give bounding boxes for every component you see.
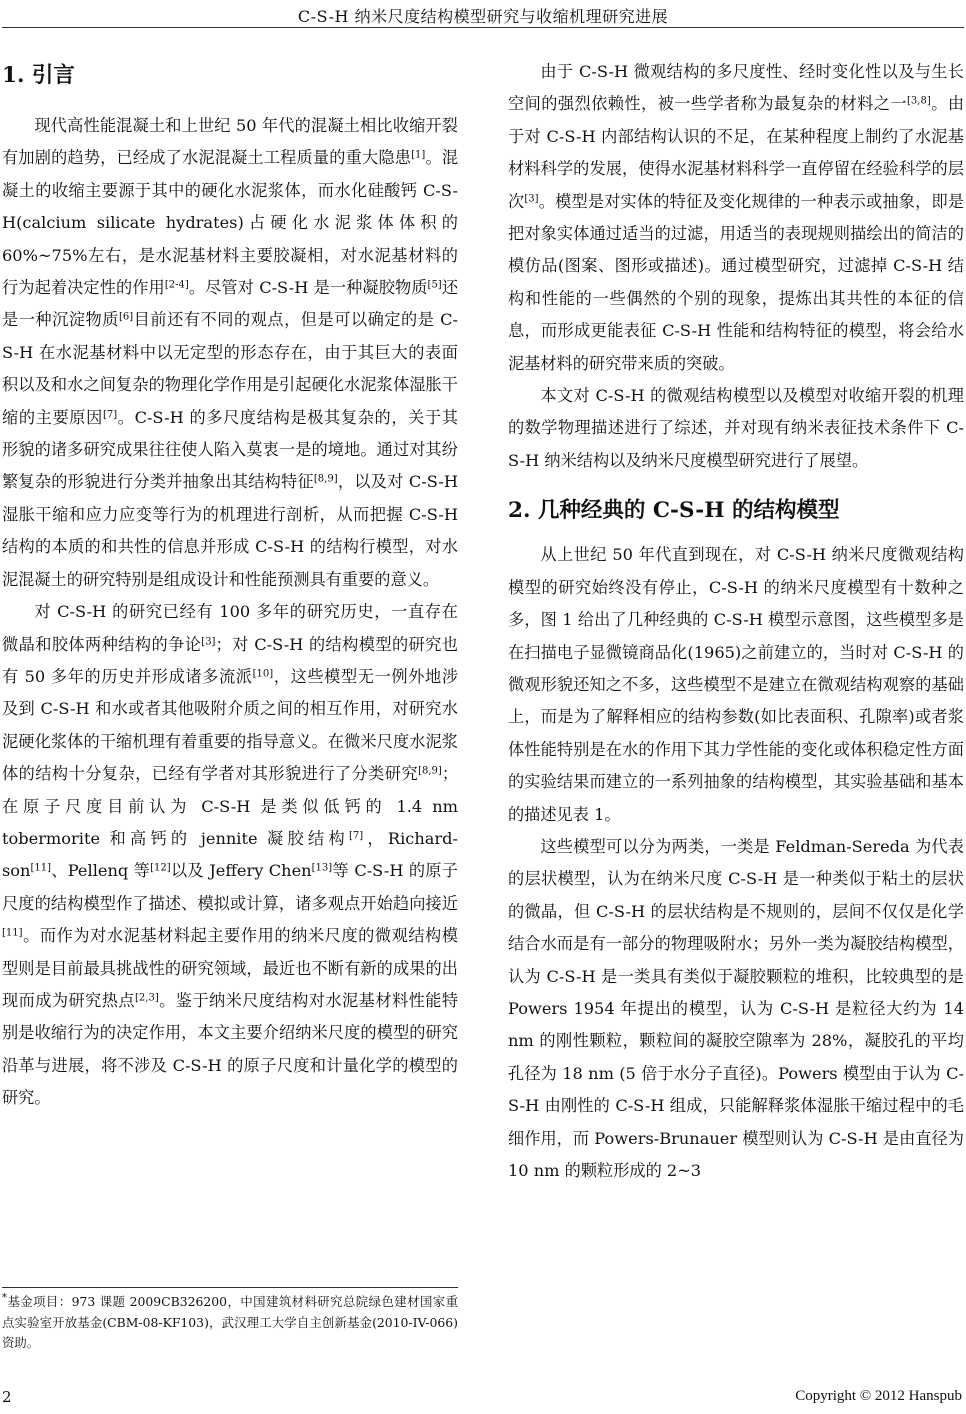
- paragraph: [2, 110, 458, 596]
- citation-ref: [3]: [201, 636, 216, 647]
- paragraph-text: 现代高性能混凝土和上世纪 50 年代的混凝土相比收缩开裂有加剧的趋势，已经成了水泥混凝土工程质量的重大隐患: [2, 116, 458, 168]
- paragraph-text: ，以及对 C-S-H 湿胀干缩和应力应变等行为的机理进行剖析，从而把握 C-S-H 结构的本质的和共性的信息并形成 C-S-H 的结构行模型，对水泥混凝土的研究特别是组成设计和性能预测具有重要的意义。: [2, 472, 458, 589]
- paragraph-text: ；在原子尺度目前认为 C-S-H 是类似低钙的 1.4 nm tobermorite 和高钙的 jennite 凝胶结构: [2, 764, 458, 848]
- paragraph-text: 从上世纪 50 年代直到现在，对 C-S-H 纳米尺度微观结构模型的研究始终没有停止，C-S-H 的纳米尺度模型有十数种之多，图 1 给出了几种经典的 C-S-H 模型示意图，这些模型多是在扫描电子显微镜商品化(1965)之前建立的，当时对 C-S-H 的微观形貌还知之不多，这些模型不是建立在微观结构观察的基础上，而是为了解释相应的结构参数(如比表面积、孔隙率)或者浆体性能特别是在水的作用下其力学性能的变化或体积稳定性方面的实验结果而建立的一系列抽象的结构模型，其实验基础和基本的描述见表 1。: [508, 545, 964, 824]
- paragraph-text: 。C-S-H 的多尺度结构是极其复杂的，关于其形貌的诸多研究成果往往使人陷入莫衷一是的境地。通过对其纷繁复杂的形貌进行分类并抽象出其结构特征: [2, 407, 458, 492]
- paragraph: [508, 539, 964, 831]
- footnote: [2, 1292, 458, 1354]
- citation-ref: [7]: [348, 830, 364, 842]
- citation-ref: [5]: [427, 279, 442, 291]
- section-heading-models: 2. 几种经典的 C-S-H 的结构模型: [508, 498, 840, 524]
- paragraph-text: 本文对 C-S-H 的微观结构模型以及模型对收缩开裂的机理的数学物理描述进行了综述，并对现有纳米表征技术条件下 C-S-H 纳米结构以及纳米尺度模型研究进行了展望。: [508, 386, 964, 470]
- paragraph: [508, 831, 964, 1187]
- paragraph-text: ；对 C-S-H 的结构模型的研究也有 50 多年的历史并形成诸多流派: [2, 634, 458, 686]
- paragraph-text: ，这些模型无一例外地涉及到 C-S-H 和水或者其他吸附介质之间的相互作用，对研究水泥硬化浆体的干缩机理有着重要的指导意义。在微米尺度水泥浆体的结构十分复杂，已经有学者对其形貌进行了分类研究: [2, 666, 459, 784]
- paragraph-text: 等 C-S-H 的原子尺度的结构模型作了描述、模拟或计算，诸多观点开始趋向接近: [2, 861, 458, 913]
- paragraph-text: 目前还有不同的观点，但是可以确定的是 C-S-H 在水泥基材料中以无定型的形态存在，由于其巨大的表面积以及和水之间复杂的物理化学作用是引起硬化水泥浆体湿胀干缩的主要原因: [2, 310, 459, 427]
- paragraph-text: 对 C-S-H 的研究已经有 100 多年的研究历史，一直存在微晶和胶体两种结构的争论: [2, 602, 458, 654]
- paragraph-text: 以及 Jeffery Chen: [170, 861, 312, 881]
- page-number: 2: [2, 1388, 12, 1406]
- running-header: C-S-H 纳米尺度结构模型研究与收缩机理研究进展: [297, 7, 669, 26]
- paragraph-text: 。鉴于纳米尺度结构对水泥基材料性能特别是收缩行为的决定作用，本文主要介绍纳米尺度的模型的研究沿革与进展，将不涉及 C-S-H 的原子尺度和计量化学的模型的研究。: [2, 990, 459, 1108]
- paragraph-text: 由于 C-S-H 微观结构的多尺度性、经时变化性以及与生长空间的强烈依赖性，被一些学者称为最复杂的材料之一: [508, 62, 964, 114]
- footnote-divider: [2, 1287, 458, 1288]
- paragraph-text: 这些模型可以分为两类，一类是 Feldman-Sereda 为代表的层状模型，认为在纳米尺度 C-S-H 是一种类似于粘土的层状的微晶，但 C-S-H 的层状结构是不规则的，层间不仅仅是化学结合水而是有一部分的物理吸附水；另外一类为凝胶结构模型，认为 C-S-H 是一类具有类似于凝胶颗粒的堆积，比较典型的是 Powers 1954 年提出的模型，认为 C-S-H 是粒径大约为 14 nm 的刚性颗粒，颗粒间的凝胶空隙率为 28%，凝胶孔的平均孔径为 18 nm (5 倍于水分子直径)。Powers 模型由于认为 C-S-H 由刚性的 C-S-H 组成，只能解释浆体湿胀干缩过程中的毛细作用，而 Powers-Brunauer 模型则认为 C-S-H 是由直径为 10 nm 的颗粒形成的 2~3: [508, 836, 964, 1180]
- citation-ref: [12]: [150, 862, 171, 874]
- paragraph-text: 、Pellenq 等: [51, 861, 151, 881]
- paragraph: [2, 596, 458, 1115]
- paragraph-text: 还是一种沉淀物质: [2, 278, 459, 330]
- citation-ref: [8,9]: [418, 765, 442, 777]
- section-heading-intro: 1. 引言: [2, 63, 75, 88]
- paragraph: [508, 380, 964, 477]
- citation-ref: [7]: [102, 409, 118, 421]
- citation-ref: [1]: [411, 149, 426, 161]
- copyright-notice: Copyright © 2012 Hanspub: [795, 1388, 962, 1404]
- paragraph-text: ，Richard-son: [2, 828, 458, 881]
- citation-ref: [2-4]: [164, 279, 189, 291]
- citation-ref: [3,8]: [907, 95, 931, 107]
- footnote-mark: *: [2, 1292, 7, 1304]
- paragraph-text: 。模型是对实体的特征及变化规律的一种表示或抽象，即是把对象实体通过适当的过滤，用适当的表现规则描绘出的简洁的模仿品(图案、图形或描述)。通过模型研究，过滤掉 C-S-H 结构和性能的一些偶然的个别的现象，提炼出其共性的本征的信息，而形成更能表征 C-S-H 性能和结构特征的模型，将会给水泥基材料的研究带来质的突破。: [508, 191, 965, 373]
- citation-ref: [8,9]: [313, 473, 338, 485]
- paragraph-text: 。尽管对 C-S-H 是一种凝胶物质: [188, 278, 428, 298]
- citation-ref: [3]: [524, 193, 539, 205]
- left-column: [2, 56, 458, 1115]
- right-column: [508, 56, 964, 1187]
- citation-ref: [2,3]: [135, 992, 159, 1004]
- paragraph-text: 。混凝土的收缩主要源于其中的硬化水泥浆体，而水化硅酸钙 C-S-H(calcium silicate hydrates)占硬化水泥浆体体积的 60%~75%左右，是水泥基材料主要胶凝相，对水泥基材料的行为起着决定性的作用: [2, 148, 459, 298]
- citation-ref: [11]: [30, 862, 52, 874]
- citation-ref: [6]: [118, 311, 134, 323]
- header-divider: [2, 27, 964, 28]
- citation-ref: [13]: [311, 862, 333, 874]
- footnote-text: 基金项目：973 课题 2009CB326200，中国建筑材料研究总院绿色建材国家重点实验室开放基金(CBM-08-KF103)，武汉理工大学自主创新基金(2010-IV-066)资助。: [2, 1294, 458, 1351]
- paragraph-text: 。由于对 C-S-H 内部结构认识的不足，在某种程度上制约了水泥基材料科学的发展，使得水泥基材料科学一直停留在经验科学的层次: [508, 94, 965, 211]
- paragraph-text: 。而作为对水泥基材料起主要作用的纳米尺度的微观结构模型则是目前最具挑战性的研究领域，最近也不断有新的成果的出现而成为研究热点: [2, 926, 458, 1010]
- paragraph: [508, 56, 964, 380]
- citation-ref: [11]: [2, 927, 23, 939]
- citation-ref: [10]: [252, 668, 274, 680]
